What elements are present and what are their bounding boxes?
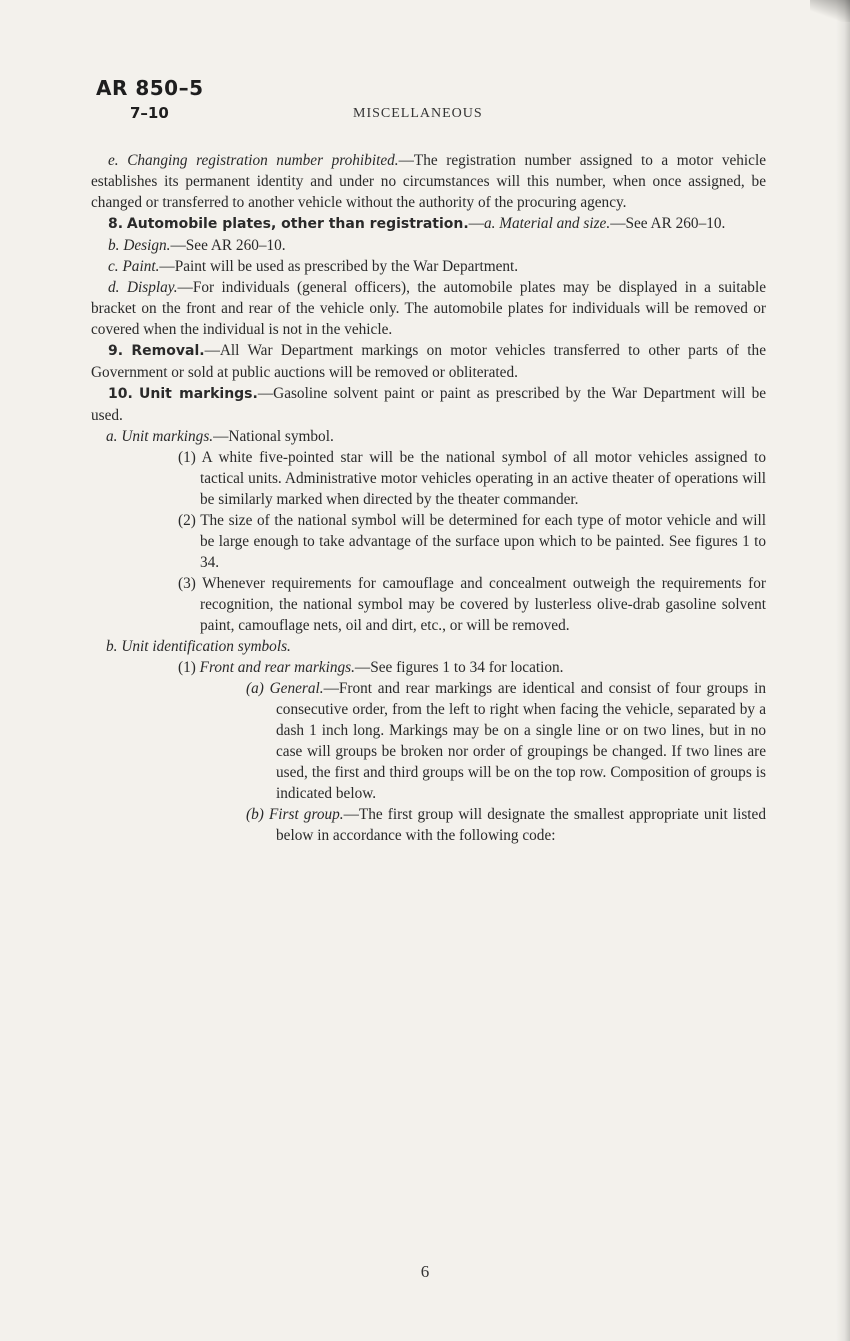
item-text: —For individuals (general officers), the automobile plates may be displayed in a suitable bracket on the front and rear of the vehicle only. The automobile plates for individuals will be removed or covered when the individual is not in the vehicle. — [91, 279, 766, 338]
list-text: —Front and rear markings are identical and consist of four groups in consecutive order, from the left to right when facing the vehicle, separated by a dash 1 inch long. Markings may be on a single line or on two lines, but in no case will groups be broken nor order of groupings be changed. If two lines are used, the first and third groups will be on the top row. Composition of groups is indicated below. — [276, 680, 766, 802]
list-title: First group. — [268, 806, 344, 823]
item-title: Design. — [123, 237, 171, 254]
list-item-a2 — [91, 510, 766, 573]
item-label: a. — [483, 215, 496, 232]
section-heading: Unit markings. — [139, 386, 258, 402]
section-number: 9. — [108, 343, 124, 359]
list-item-a1 — [91, 447, 766, 510]
list-number: (2) — [178, 512, 196, 529]
list-number: (b) — [246, 806, 264, 823]
list-text: The size of the national symbol will be determined for each type of motor vehicle and will be large enough to take advantage of the surface upon which to be painted. See figures 1 to 34. — [200, 512, 766, 571]
section-dash: — — [468, 215, 484, 232]
page-number: 6 — [420, 1262, 430, 1281]
running-title: MISCELLANEOUS — [353, 106, 483, 121]
item-title: Display. — [126, 279, 178, 296]
section-text: —All War Department markings on motor vehicles transferred to other parts of the Government or sold at public auctions will be removed or obliterated. — [91, 342, 766, 381]
item-title: Changing registration number prohibited. — [127, 152, 399, 169]
list-text: —See figures 1 to 34 for location. — [354, 659, 564, 676]
paragraph-8 — [91, 213, 766, 235]
paragraph-7e — [91, 150, 766, 213]
list-number: (a) — [246, 680, 264, 697]
section-text: —Gasoline solvent paint or paint as prescribed by the War Department will be used. — [91, 385, 767, 424]
item-title: Unit identification symbols. — [121, 638, 291, 655]
item-text: —Paint will be used as prescribed by the War Department. — [159, 258, 519, 275]
list-number: (1) — [178, 449, 196, 466]
item-label: b. — [108, 237, 120, 254]
item-text: —The registration number assigned to a motor vehicle establishes its permanent identity and under no circumstances will this number, when once assigned, be changed or transferred to another vehicle without the authority of the procuring agency. — [91, 152, 766, 211]
paragraph-8d — [91, 277, 766, 340]
page-corner-shadow — [810, 0, 850, 22]
item-label: a. — [106, 428, 118, 445]
item-title: Material and size. — [499, 215, 611, 232]
list-item-a3 — [91, 573, 766, 636]
section-range: 7–10 — [130, 104, 169, 122]
page-edge-shadow — [836, 0, 850, 1341]
list-text: —The first group will designate the smallest appropriate unit listed below in accordance with the following code: — [276, 806, 766, 844]
paragraph-10b — [91, 636, 766, 657]
list-title: Front and rear markings. — [199, 659, 355, 676]
item-text: —See AR 260–10. — [170, 237, 286, 254]
list-number: (3) — [178, 575, 196, 592]
list-text: A white five-pointed star will be the national symbol of all motor vehicles assigned to tactical units. Administrative motor vehicles operating in an active theater of operations will be similarly marked when directed by the theater commander. — [200, 449, 766, 508]
paragraph-10a — [91, 426, 766, 447]
item-label: e. — [108, 152, 119, 169]
list-item-b1b — [91, 804, 766, 846]
section-heading: Automobile plates, other than registration. — [126, 216, 469, 232]
item-title: Unit markings. — [121, 428, 214, 445]
paragraph-9 — [91, 340, 766, 383]
list-item-b1a — [91, 678, 766, 804]
paragraph-10 — [91, 383, 766, 426]
item-label: c. — [108, 258, 119, 275]
paragraph-8c — [91, 256, 766, 277]
paragraph-8b — [91, 235, 766, 256]
item-label: d. — [108, 279, 120, 296]
list-item-b1 — [91, 657, 766, 678]
item-text: —National symbol. — [213, 428, 334, 445]
item-title: Paint. — [122, 258, 160, 275]
item-label: b. — [106, 638, 118, 655]
item-text: —See AR 260–10. — [610, 215, 726, 232]
list-number: (1) — [178, 659, 196, 676]
document-body — [91, 150, 766, 846]
section-number: 8. — [108, 216, 124, 232]
list-text: Whenever requirements for camouflage and concealment outweigh the requirements for recognition, the national symbol may be covered by lusterless olive-drab gasoline solvent paint, camouflage nets, oil and dirt, etc., or will be removed. — [200, 575, 766, 634]
section-number: 10. — [108, 386, 133, 402]
section-heading: Removal. — [131, 343, 205, 359]
list-title: General. — [269, 680, 324, 697]
regulation-number: AR 850–5 — [96, 76, 204, 100]
